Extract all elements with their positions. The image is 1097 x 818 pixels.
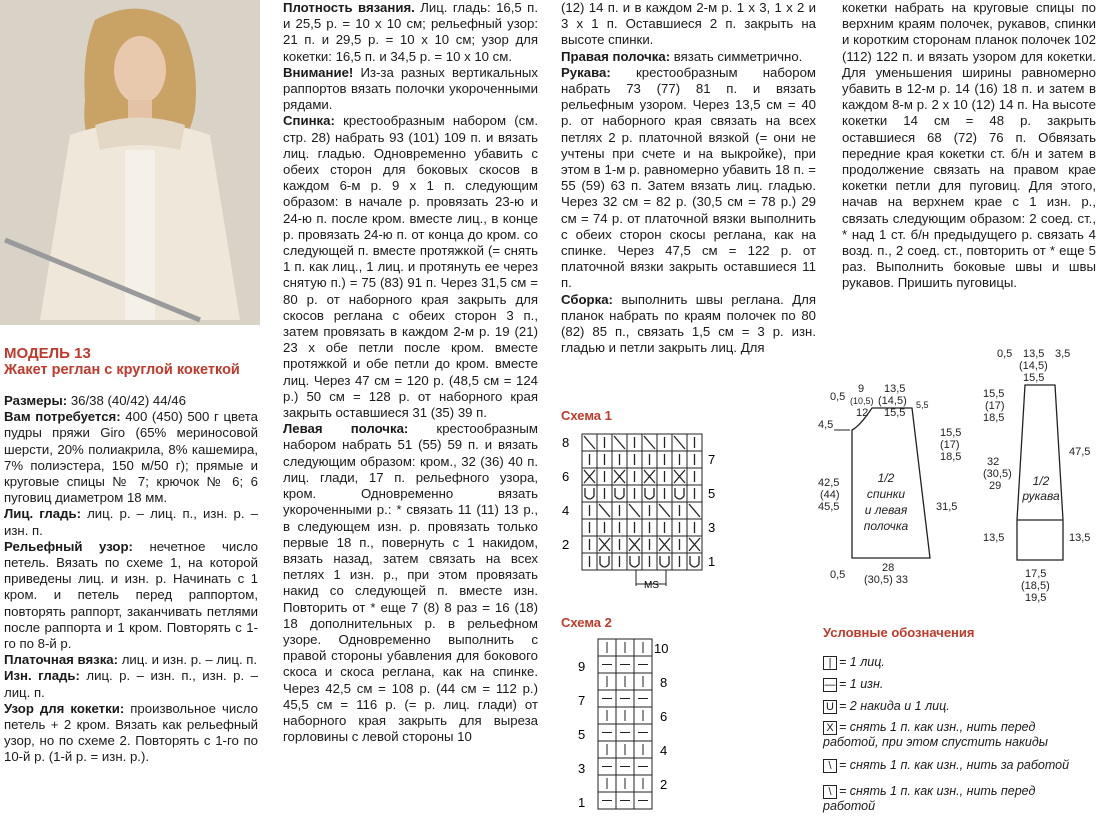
- svg-text:28: 28: [882, 562, 895, 574]
- paragraph: кокетки набрать на круговые спицы по верхним краям полочек, рукавов, спинки и коротким сторонам планок полочек 102 (112) 122 п. и вязать узором для кокетки. Для уменьшения ширины равномерно убавить в 12-м р. 14 (16) 18 п. и затем в каждом 8-м р. 2 х 10 (12) 14 п. На высоте кокетки 14 см = 48 р. закрыть оставшиеся 68 (72) 76 п. Обвязать передние края кокетки ст. б/н и затем в продолжение связать на правом крае кокетки петли для пуговиц. Для этого, начав на верхнем крае с 1 изн. р., связать следующим образом: 2 соед. ст., * над 1 ст. б/н предыдущего р. связать 4 возд. п., 2 соед. ст., повторить от * еще 5 раз. Выполнить боковые швы и швы рукавов. Пришить пуговицы.: [842, 0, 1096, 291]
- paragraph: Рукава: крестообразным набором набрать 73 (77) 81 п. и вязать рельефным узором. Через 13,5 см = 40 р. от наборного края связать на всех петлях 2 р. платочной вязкой (= они не учтены при счете и на выкройке), при этом в 1-м р. равномерно убавить 18 п. = 55 (59) 63 п. Затем вязать лиц. гладью. Через 32 см = 82 р. (30,5 см = 78 р.) 29 см = 74 р. от платочной вязки выполнить с обеих сторон скосы реглана, как на спинке. Через 47,5 см = 122 р. от платочной вязки закрыть оставшиеся 11 п.: [561, 64, 816, 291]
- slip-yarn-back-icon: \: [823, 759, 837, 773]
- paragraph: Правая полочка: вязать симметрично.: [561, 48, 803, 64]
- paragraph: Плотность вязания. Лиц. гладь: 16,5 п. и 25,5 р. = 10 х 10 см; рельефный узор: 21 п. и 29,5 р. = 10 х 10 см; узор для кокетки: 16,5 п. и 34,5 р. = 10 х 10 см.: [283, 0, 538, 64]
- svg-text:18,5: 18,5: [940, 451, 962, 463]
- svg-text:17,5: 17,5: [1025, 568, 1047, 580]
- knit-symbol-icon: |: [823, 656, 837, 670]
- stitch-symbol: [645, 488, 654, 499]
- legend-item: \ = снять 1 п. как изн., нить перед работой: [823, 784, 1036, 813]
- svg-text:3: 3: [578, 761, 586, 776]
- svg-text:15,5: 15,5: [1023, 372, 1045, 384]
- paragraph: Размеры: 36/38 (40/42) 44/46: [4, 393, 186, 408]
- svg-text:1: 1: [578, 795, 586, 810]
- svg-text:4,5: 4,5: [818, 419, 834, 431]
- svg-text:15,5: 15,5: [940, 427, 962, 439]
- svg-text:полочка: полочка: [863, 519, 909, 533]
- svg-text:13,5: 13,5: [1069, 532, 1091, 544]
- scheme1-chart: [560, 428, 730, 593]
- legend-item: U = 2 накида и 1 лиц.: [823, 699, 950, 714]
- text-column-1: [4, 345, 258, 818]
- scheme1-row: 6: [562, 469, 570, 484]
- paragraph: Спинка: крестообразным набором (см. стр. 28) набрать 93 (101) 109 п. и вязать лиц. гладью. Одновременно убавить с обеих сторон для боковых скосов в каждом 6-м р. 9 х 1 п. следующим образом: в начале р. провязать 23-ю и 24-ю п. после кром. вместе лиц., в конце р. провязать 24-ю п. от конца до кром. со следующей п. вместе протяжкой (= снять 1 п. как лиц., 1 лиц. и протянуть ее через снятую п.) = 75 (83) 91 п. Через 31,5 см = 80 р. от наборного края закрыть для скосов реглана с обеих сторон 3 п., затем провязать в каждом 2-м р. 19 (21) 23 х обе петли после кром. вместе протяжкой и обе петли до кром. вместе лиц. Через 47 см = 120 р. (48,5 см = 124 р.) 50 см = 128 р. от наборного края закрыть оставшиеся 31 (35) 39 п.: [283, 113, 538, 421]
- svg-text:спинки: спинки: [866, 487, 906, 501]
- svg-text:18,5: 18,5: [983, 412, 1005, 424]
- stitch-symbol: [644, 436, 655, 449]
- paragraph: (12) 14 п. и в каждом 2-м р. 1 х 3, 1 х 2 и 3 х 1 п. Оставшиеся 2 п. закрыть на высоте спинки.: [561, 0, 816, 48]
- svg-text:12: 12: [856, 407, 869, 419]
- svg-text:0,5: 0,5: [830, 391, 846, 403]
- svg-text:10: 10: [654, 641, 669, 656]
- legend-item: — = 1 изн.: [824, 677, 884, 691]
- text-column-3: [561, 0, 816, 385]
- stitch-symbol: [689, 504, 700, 517]
- svg-text:9: 9: [578, 659, 586, 674]
- svg-text:рукава: рукава: [1022, 489, 1060, 503]
- svg-text:2: 2: [660, 777, 668, 792]
- svg-text:7: 7: [578, 693, 586, 708]
- svg-text:0,5: 0,5: [997, 348, 1013, 360]
- stitch-symbol: [659, 538, 670, 551]
- stitch-symbol: [674, 436, 685, 449]
- svg-text:(18,5): (18,5): [1021, 580, 1050, 592]
- purl-symbol-icon: —: [824, 678, 836, 691]
- svg-text:29: 29: [989, 480, 1002, 492]
- slip-yarn-front-icon: \: [823, 785, 837, 799]
- svg-text:6: 6: [660, 709, 668, 724]
- svg-text:9: 9: [858, 383, 865, 395]
- svg-text:(14,5): (14,5): [878, 395, 907, 407]
- svg-text:13,5: 13,5: [1023, 348, 1045, 360]
- stitch-symbol: [644, 470, 655, 483]
- svg-text:13,5: 13,5: [983, 532, 1005, 544]
- svg-text:1/2: 1/2: [1032, 474, 1050, 488]
- svg-text:(17): (17): [940, 439, 960, 451]
- legend-item: X = снять 1 п. как изн., нить перед работой, при этом спустить накиды: [823, 720, 1048, 749]
- paragraph: Левая полочка: крестообразным набором набрать 51 (55) 59 п. и вязать следующим образом: кром., 32 (36) 40 п. лиц. глади, 17 п. рельефного узора, кром. Одновременно вязать укороченными р.: * связать 11 (11) 13 р., в следующем изн. р. провязать только первые 18 п., повернуть с 1 накидом, вязать назад, затем связать на всех петлях 1 изн. р., при этом провязать накид со следующей п. вместе изн. Повторить от * еще 7 (8) 8 раз = 16 (18) 18 дополнительных р. в рельефном узоре. Одновременно выполнить с правой стороны убавления для бокового скоса и скоса реглана, как на спинке. Через 42,5 см = 108 р. (44 см = 112 р.) 45,5 см = 116 р. (= р. лиц. глади) от наборного края закрыть для выреза горловины с левой стороны 10: [283, 421, 538, 745]
- legend-item: \ = снять 1 п. как изн., нить за работой: [823, 758, 1069, 773]
- svg-text:19,5: 19,5: [1025, 592, 1047, 604]
- scheme1-row: 1: [708, 554, 716, 569]
- stitch-symbol: [614, 436, 625, 449]
- scheme1-row: 4: [562, 503, 570, 518]
- paragraph: Вам потребуется: 400 (450) 500 г цвета пудры пряжи Giro (65% мериносовой шерсти, 20% полиакрила, 8% кашемира, 7% полиэстера, 150 м/50 г); прямые и круговые спицы № 7; крючок № 6; 6 пуговиц диаметром 18 мм.: [4, 409, 258, 506]
- scheme2-chart: [560, 635, 690, 815]
- stitch-symbol: [615, 488, 624, 499]
- stitch-symbol: [599, 538, 610, 551]
- svg-text:0,5: 0,5: [830, 569, 846, 581]
- scheme1-row: 7: [708, 452, 716, 467]
- legend-title: Условные обозначения: [823, 625, 975, 640]
- svg-text:31,5: 31,5: [936, 501, 958, 513]
- stitch-symbol: [689, 538, 700, 551]
- model-number: МОДЕЛЬ 13: [4, 345, 91, 362]
- scheme1-row: 8: [562, 435, 570, 450]
- stitch-symbol: [614, 470, 625, 483]
- stitch-symbol: [629, 504, 640, 517]
- svg-text:15,5: 15,5: [884, 407, 906, 419]
- svg-text:(10,5): (10,5): [850, 396, 874, 406]
- stitch-symbol: [599, 504, 610, 517]
- stitch-symbol: [660, 556, 669, 567]
- scheme1-title: Схема 1: [561, 408, 612, 423]
- double-yarn-over-icon: U: [823, 700, 837, 714]
- svg-text:и левая: и левая: [864, 503, 908, 517]
- pattern-back-front: [812, 378, 970, 600]
- stitch-symbol: [584, 470, 595, 483]
- stitch-symbol: [585, 488, 594, 499]
- stitch-symbol: [659, 504, 670, 517]
- svg-text:8: 8: [660, 675, 668, 690]
- scheme2-title: Схема 2: [561, 615, 612, 630]
- svg-text:(14,5): (14,5): [1019, 360, 1048, 372]
- legend-item: | = 1 лиц.: [823, 655, 885, 670]
- stitch-symbol: [629, 538, 640, 551]
- svg-text:13,5: 13,5: [884, 383, 906, 395]
- paragraph: Лиц. гладь: лиц. р. – лиц. п., изн. р. – изн. п.: [4, 506, 258, 538]
- stitch-symbol: [674, 470, 685, 483]
- scheme1-rapport: MS: [644, 580, 659, 591]
- stitch-symbol: [690, 556, 699, 567]
- svg-text:5,5: 5,5: [916, 400, 929, 410]
- paragraph: Внимание! Из-за разных вертикальных раппортов вязать полочки укороченными рядами.: [283, 64, 538, 113]
- svg-text:(30,5): (30,5): [983, 468, 1012, 480]
- svg-text:47,5: 47,5: [1069, 446, 1091, 458]
- svg-text:1/2: 1/2: [877, 471, 895, 485]
- svg-text:3,5: 3,5: [1055, 348, 1071, 360]
- svg-text:45,5: 45,5: [818, 501, 840, 513]
- svg-text:32: 32: [987, 456, 1000, 468]
- svg-text:15,5: 15,5: [983, 388, 1005, 400]
- paragraph: Узор для кокетки: произвольное число петель + 2 кром. Вязать как рельефный узор, но по схеме 2. Повторять с 1-го по 10-й р. (1-й р. = изн. р.).: [4, 700, 258, 765]
- text-column-2: [283, 0, 538, 818]
- stitch-symbol: [600, 556, 609, 567]
- stitch-symbol: [630, 556, 639, 567]
- text-column-4: [842, 0, 1096, 335]
- model-photo: [0, 0, 260, 325]
- pattern-sleeve: [975, 345, 1097, 605]
- svg-text:42,5: 42,5: [818, 477, 840, 489]
- scheme1-row: 3: [708, 520, 716, 535]
- svg-text:(30,5) 33: (30,5) 33: [864, 574, 909, 586]
- slip-with-yarn-front-drop-icon: X: [823, 721, 837, 735]
- model-name: Жакет реглан с круглой кокеткой: [4, 362, 240, 378]
- paragraph: Рельефный узор: нечетное число петель. Вязать по схеме 1, на которой приведены лиц. и изн. р. Начинать с 1 кром. и петель перед раппортом, повторять раппорт, заканчивать петлями после раппорта и 1 кром. Повторять с 1-го по 8-й р.: [4, 538, 258, 652]
- paragraph: Изн. гладь: лиц. р. – изн. п., изн. р. – лиц. п.: [4, 668, 258, 700]
- scheme1-row: 5: [708, 486, 716, 501]
- svg-text:(44): (44): [820, 489, 840, 501]
- scheme1-row: 2: [562, 537, 570, 552]
- stitch-symbol: [675, 488, 684, 499]
- paragraph: Платочная вязка: лиц. и изн. р. – лиц. п.: [4, 652, 258, 668]
- paragraph: Сборка: выполнить швы реглана. Для планок набрать по краям полочек по 80 (82) 85 п., связать 1,5 см = 3 р. изн. гладью и петли закрыть лиц. Для: [561, 291, 816, 356]
- svg-text:5: 5: [578, 727, 586, 742]
- stitch-symbol: [584, 436, 595, 449]
- svg-text:4: 4: [660, 743, 668, 758]
- svg-text:(17): (17): [985, 400, 1005, 412]
